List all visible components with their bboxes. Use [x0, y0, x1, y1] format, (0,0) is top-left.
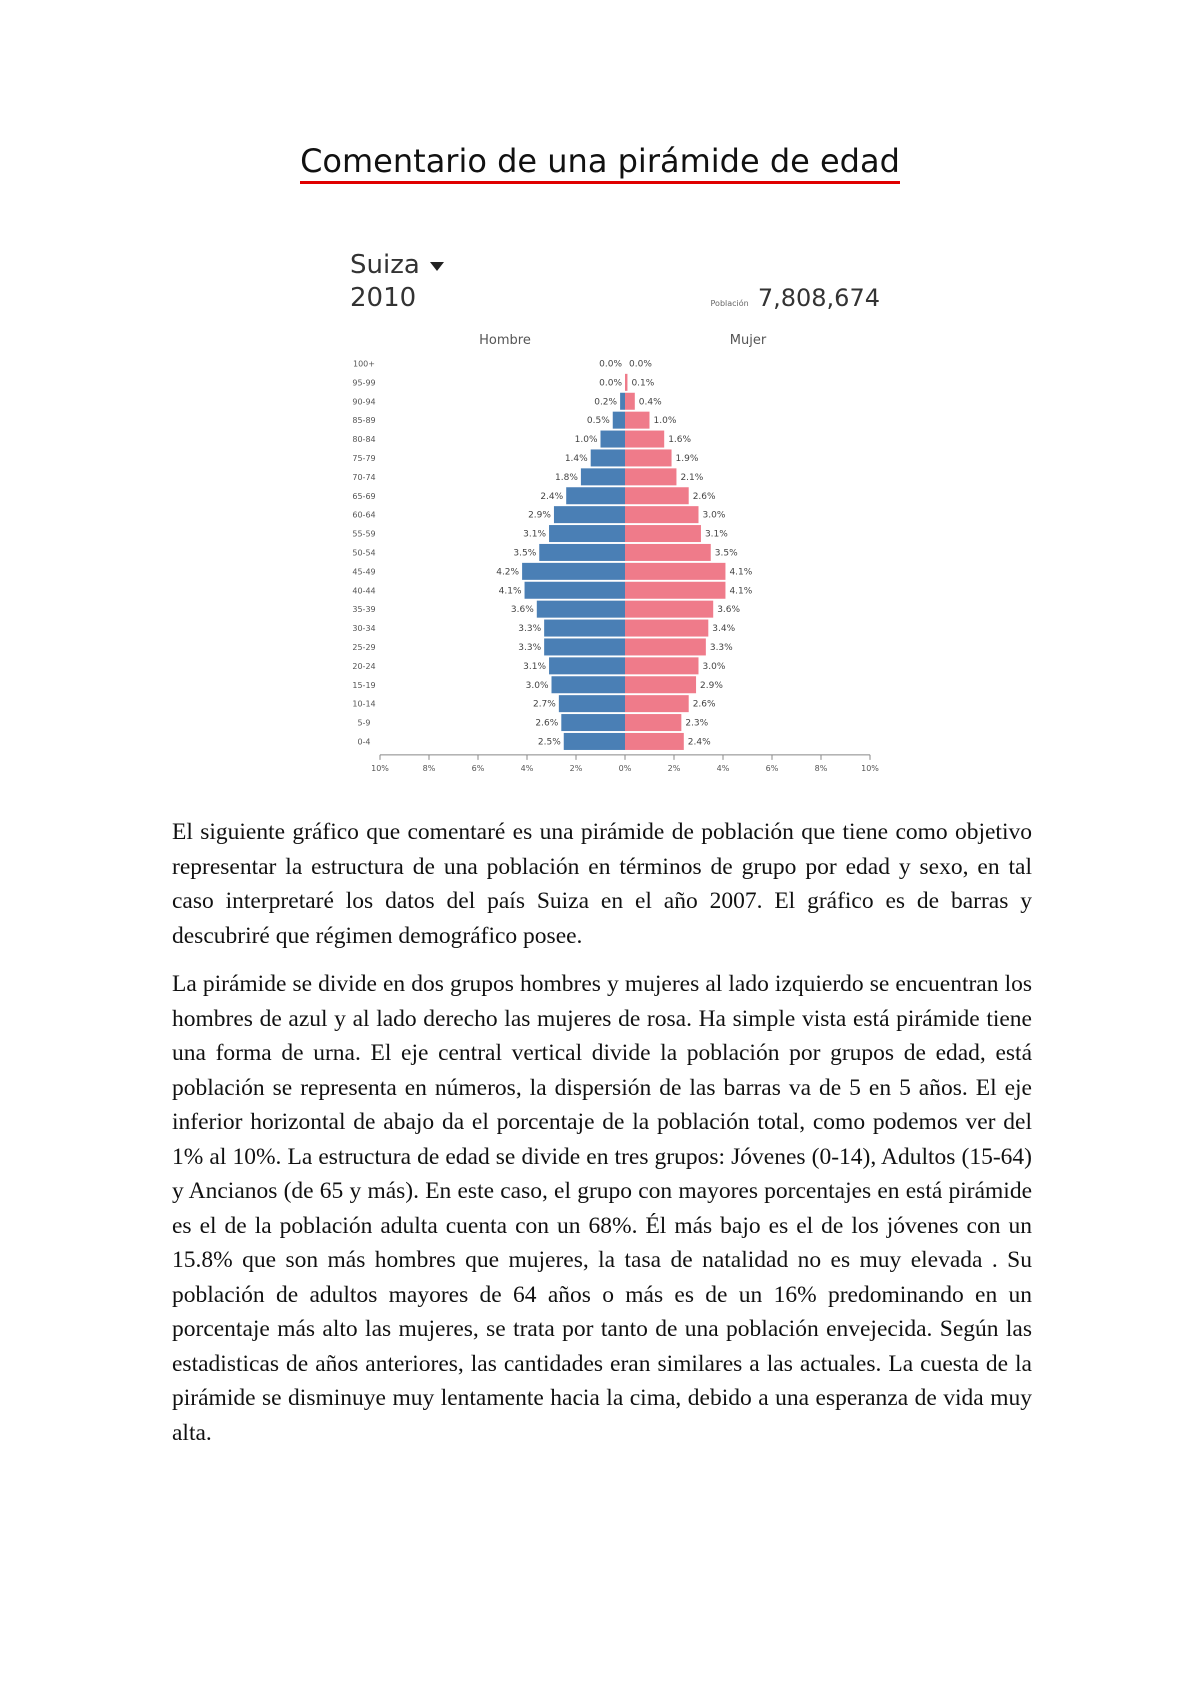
pyramid-chart — [340, 330, 900, 780]
x-tick-label: 4% — [716, 763, 730, 773]
population-total — [711, 283, 880, 319]
male-value-label: 4.2% — [496, 567, 520, 578]
male-bar — [564, 733, 625, 750]
female-value-label: 3.6% — [717, 605, 741, 616]
age-group-label: 35-39 — [352, 605, 376, 615]
male-value-label: 0.5% — [586, 416, 610, 427]
male-bar — [522, 563, 625, 580]
country-selector[interactable] — [350, 250, 444, 280]
male-value-label: 3.1% — [523, 529, 547, 540]
female-bar — [625, 733, 684, 750]
female-bar — [625, 525, 701, 542]
female-value-label: 0.4% — [638, 397, 662, 408]
male-bar — [620, 393, 625, 410]
male-bar — [601, 431, 626, 448]
male-value-label: 0.0% — [599, 359, 622, 370]
male-value-label: 3.0% — [525, 680, 549, 691]
male-bar — [559, 695, 625, 712]
female-bar — [625, 563, 725, 580]
age-group-label: 15-19 — [352, 680, 376, 690]
age-group-label: 95-99 — [352, 378, 376, 388]
male-bar — [537, 601, 625, 618]
female-bar — [625, 601, 713, 618]
population-pyramid-figure — [340, 250, 900, 780]
male-value-label: 3.6% — [510, 605, 534, 616]
age-group-label: 25-29 — [352, 642, 376, 652]
age-group-label: 0-4 — [357, 737, 371, 747]
female-value-label: 1.6% — [668, 435, 692, 446]
female-bar — [625, 676, 696, 693]
male-bar — [544, 620, 625, 637]
female-value-label: 3.3% — [709, 642, 733, 653]
male-value-label: 2.5% — [537, 737, 561, 748]
age-group-label: 85-89 — [352, 416, 376, 426]
age-group-label: 65-69 — [352, 491, 376, 501]
male-value-label: 2.9% — [528, 510, 551, 521]
male-bar — [591, 449, 625, 466]
age-group-label: 40-44 — [352, 586, 376, 596]
x-tick-label: 2% — [569, 763, 583, 773]
x-tick-label: 4% — [520, 763, 534, 773]
age-group-label: 55-59 — [352, 529, 376, 539]
female-value-label: 2.1% — [680, 472, 704, 483]
age-group-label: 10-14 — [352, 699, 376, 709]
age-group-label: 100+ — [353, 359, 375, 369]
male-bar — [539, 544, 625, 561]
female-bar — [625, 412, 650, 429]
age-group-label: 50-54 — [352, 548, 376, 558]
male-bar — [552, 676, 626, 693]
female-bar — [625, 620, 708, 637]
male-value-label: 3.1% — [523, 661, 547, 672]
male-value-label: 1.8% — [555, 472, 578, 483]
female-value-label: 3.0% — [702, 661, 726, 672]
x-tick-label: 10% — [861, 763, 879, 773]
female-value-label: 3.1% — [704, 529, 728, 540]
x-tick-label: 8% — [422, 763, 436, 773]
male-bar — [561, 714, 625, 731]
paragraph-2: La pirámide se divide en dos grupos hombres y mujeres al lado izquierdo se encuentran los hombres de azul y al lado derecho las mujeres de rosa. Ha simple vista está pirámide tiene una forma de urna. El eje central vertical divide la población por grupos de edad, está población se representa en números, la dispersión de las barras va de 5 en 5 años. El eje inferior horizontal de abajo da el porcentaje de la población total, como podemos ver del 1% al 10%. La estructura de edad se divide en tres grupos: Jóvenes (0-14), Adultos (15-64) y Ancianos (de 65 y más). En este caso, el grupo con mayores porcentajes en está pirámide es el de la población adulta cuenta con un 68%. Él más bajo es el de los jóvenes con un 15.8% que son más hombres que mujeres, la tasa de natalidad no es muy elevada . Su población de adultos mayores de 64 años o más es de un 16% predominando en un porcentaje más alto las mujeres, se trata por tanto de una población envejecida. Según las estadisticas de años anteriores, las cantidades eran similares a las actuales. La cuesta de la pirámide se disminuye muy lentamente hacia la cima, debido a una esperanza de vida muy alta. — [172, 971, 1032, 1446]
population-value: 7,808,674 — [757, 284, 880, 312]
female-bar — [625, 657, 699, 674]
female-value-label: 2.6% — [692, 491, 716, 502]
x-tick-label: 2% — [667, 763, 681, 773]
male-value-label: 0.0% — [599, 378, 622, 389]
female-value-label: 2.9% — [700, 680, 723, 691]
female-value-label: 1.0% — [653, 416, 677, 427]
male-value-label: 1.0% — [574, 435, 598, 446]
female-value-label: 4.1% — [729, 567, 753, 578]
female-bar — [625, 506, 699, 523]
country-name: Suiza — [350, 250, 420, 280]
male-value-label: 4.1% — [498, 586, 522, 597]
page-title-text: Comentario de una pirámide de edad — [300, 143, 900, 184]
age-group-label: 60-64 — [352, 510, 376, 520]
male-value-label: 2.4% — [540, 491, 564, 502]
male-bar — [549, 657, 625, 674]
year-label: 2010 — [350, 283, 417, 313]
age-group-label: 45-49 — [352, 567, 376, 577]
x-tick-label: 6% — [471, 763, 485, 773]
female-value-label: 2.4% — [687, 737, 711, 748]
male-value-label: 2.7% — [532, 699, 556, 710]
age-group-label: 30-34 — [352, 624, 376, 634]
x-tick-label: 0% — [618, 763, 632, 773]
female-value-label: 4.1% — [729, 586, 753, 597]
legend-female-label: Mujer — [729, 333, 767, 348]
male-bar — [566, 487, 625, 504]
page-title — [0, 143, 1200, 184]
age-group-label: 70-74 — [352, 472, 376, 482]
age-group-label: 75-79 — [352, 453, 376, 463]
female-value-label: 2.6% — [692, 699, 716, 710]
female-value-label: 0.1% — [631, 378, 655, 389]
female-value-label: 3.5% — [714, 548, 738, 559]
female-value-label: 2.3% — [685, 718, 709, 729]
legend-male-label: Hombre — [479, 333, 531, 348]
female-bar — [625, 714, 681, 731]
male-bar — [613, 412, 625, 429]
male-bar — [549, 525, 625, 542]
male-value-label: 3.5% — [513, 548, 537, 559]
male-bar — [581, 468, 625, 485]
female-value-label: 0.0% — [629, 359, 652, 370]
female-bar — [625, 393, 635, 410]
female-bar — [625, 449, 672, 466]
male-value-label: 0.2% — [594, 397, 618, 408]
x-tick-label: 8% — [814, 763, 828, 773]
female-bar — [625, 582, 725, 599]
female-bar — [625, 695, 689, 712]
female-bar — [625, 468, 676, 485]
caret-down-icon[interactable] — [430, 262, 444, 271]
female-bar — [625, 638, 706, 655]
male-bar — [544, 638, 625, 655]
male-value-label: 3.3% — [518, 624, 542, 635]
female-value-label: 3.4% — [712, 624, 736, 635]
age-group-label: 20-24 — [352, 661, 376, 671]
commentary-text — [172, 815, 1032, 1464]
age-group-label: 90-94 — [352, 397, 376, 407]
x-tick-label: 10% — [371, 763, 389, 773]
female-bar — [625, 544, 711, 561]
male-value-label: 3.3% — [518, 642, 542, 653]
population-label: Población — [710, 299, 749, 308]
female-bar — [625, 374, 627, 391]
female-value-label: 1.9% — [675, 453, 699, 464]
male-value-label: 2.6% — [535, 718, 559, 729]
male-bar — [525, 582, 625, 599]
male-value-label: 1.4% — [564, 453, 588, 464]
paragraph-1: El siguiente gráfico que comentaré es una pirámide de población que tiene como objetivo representar la estructura de una población en términos de grupo por edad y sexo, en tal caso interpretaré los datos del país Suiza en el año 2007. El gráfico es de barras y descubriré que régimen demográfico posee. — [172, 819, 1032, 949]
female-value-label: 3.0% — [702, 510, 726, 521]
age-group-label: 5-9 — [357, 718, 371, 728]
male-bar — [554, 506, 625, 523]
female-bar — [625, 431, 664, 448]
female-bar — [625, 487, 689, 504]
age-group-label: 80-84 — [352, 435, 376, 445]
x-tick-label: 6% — [765, 763, 779, 773]
